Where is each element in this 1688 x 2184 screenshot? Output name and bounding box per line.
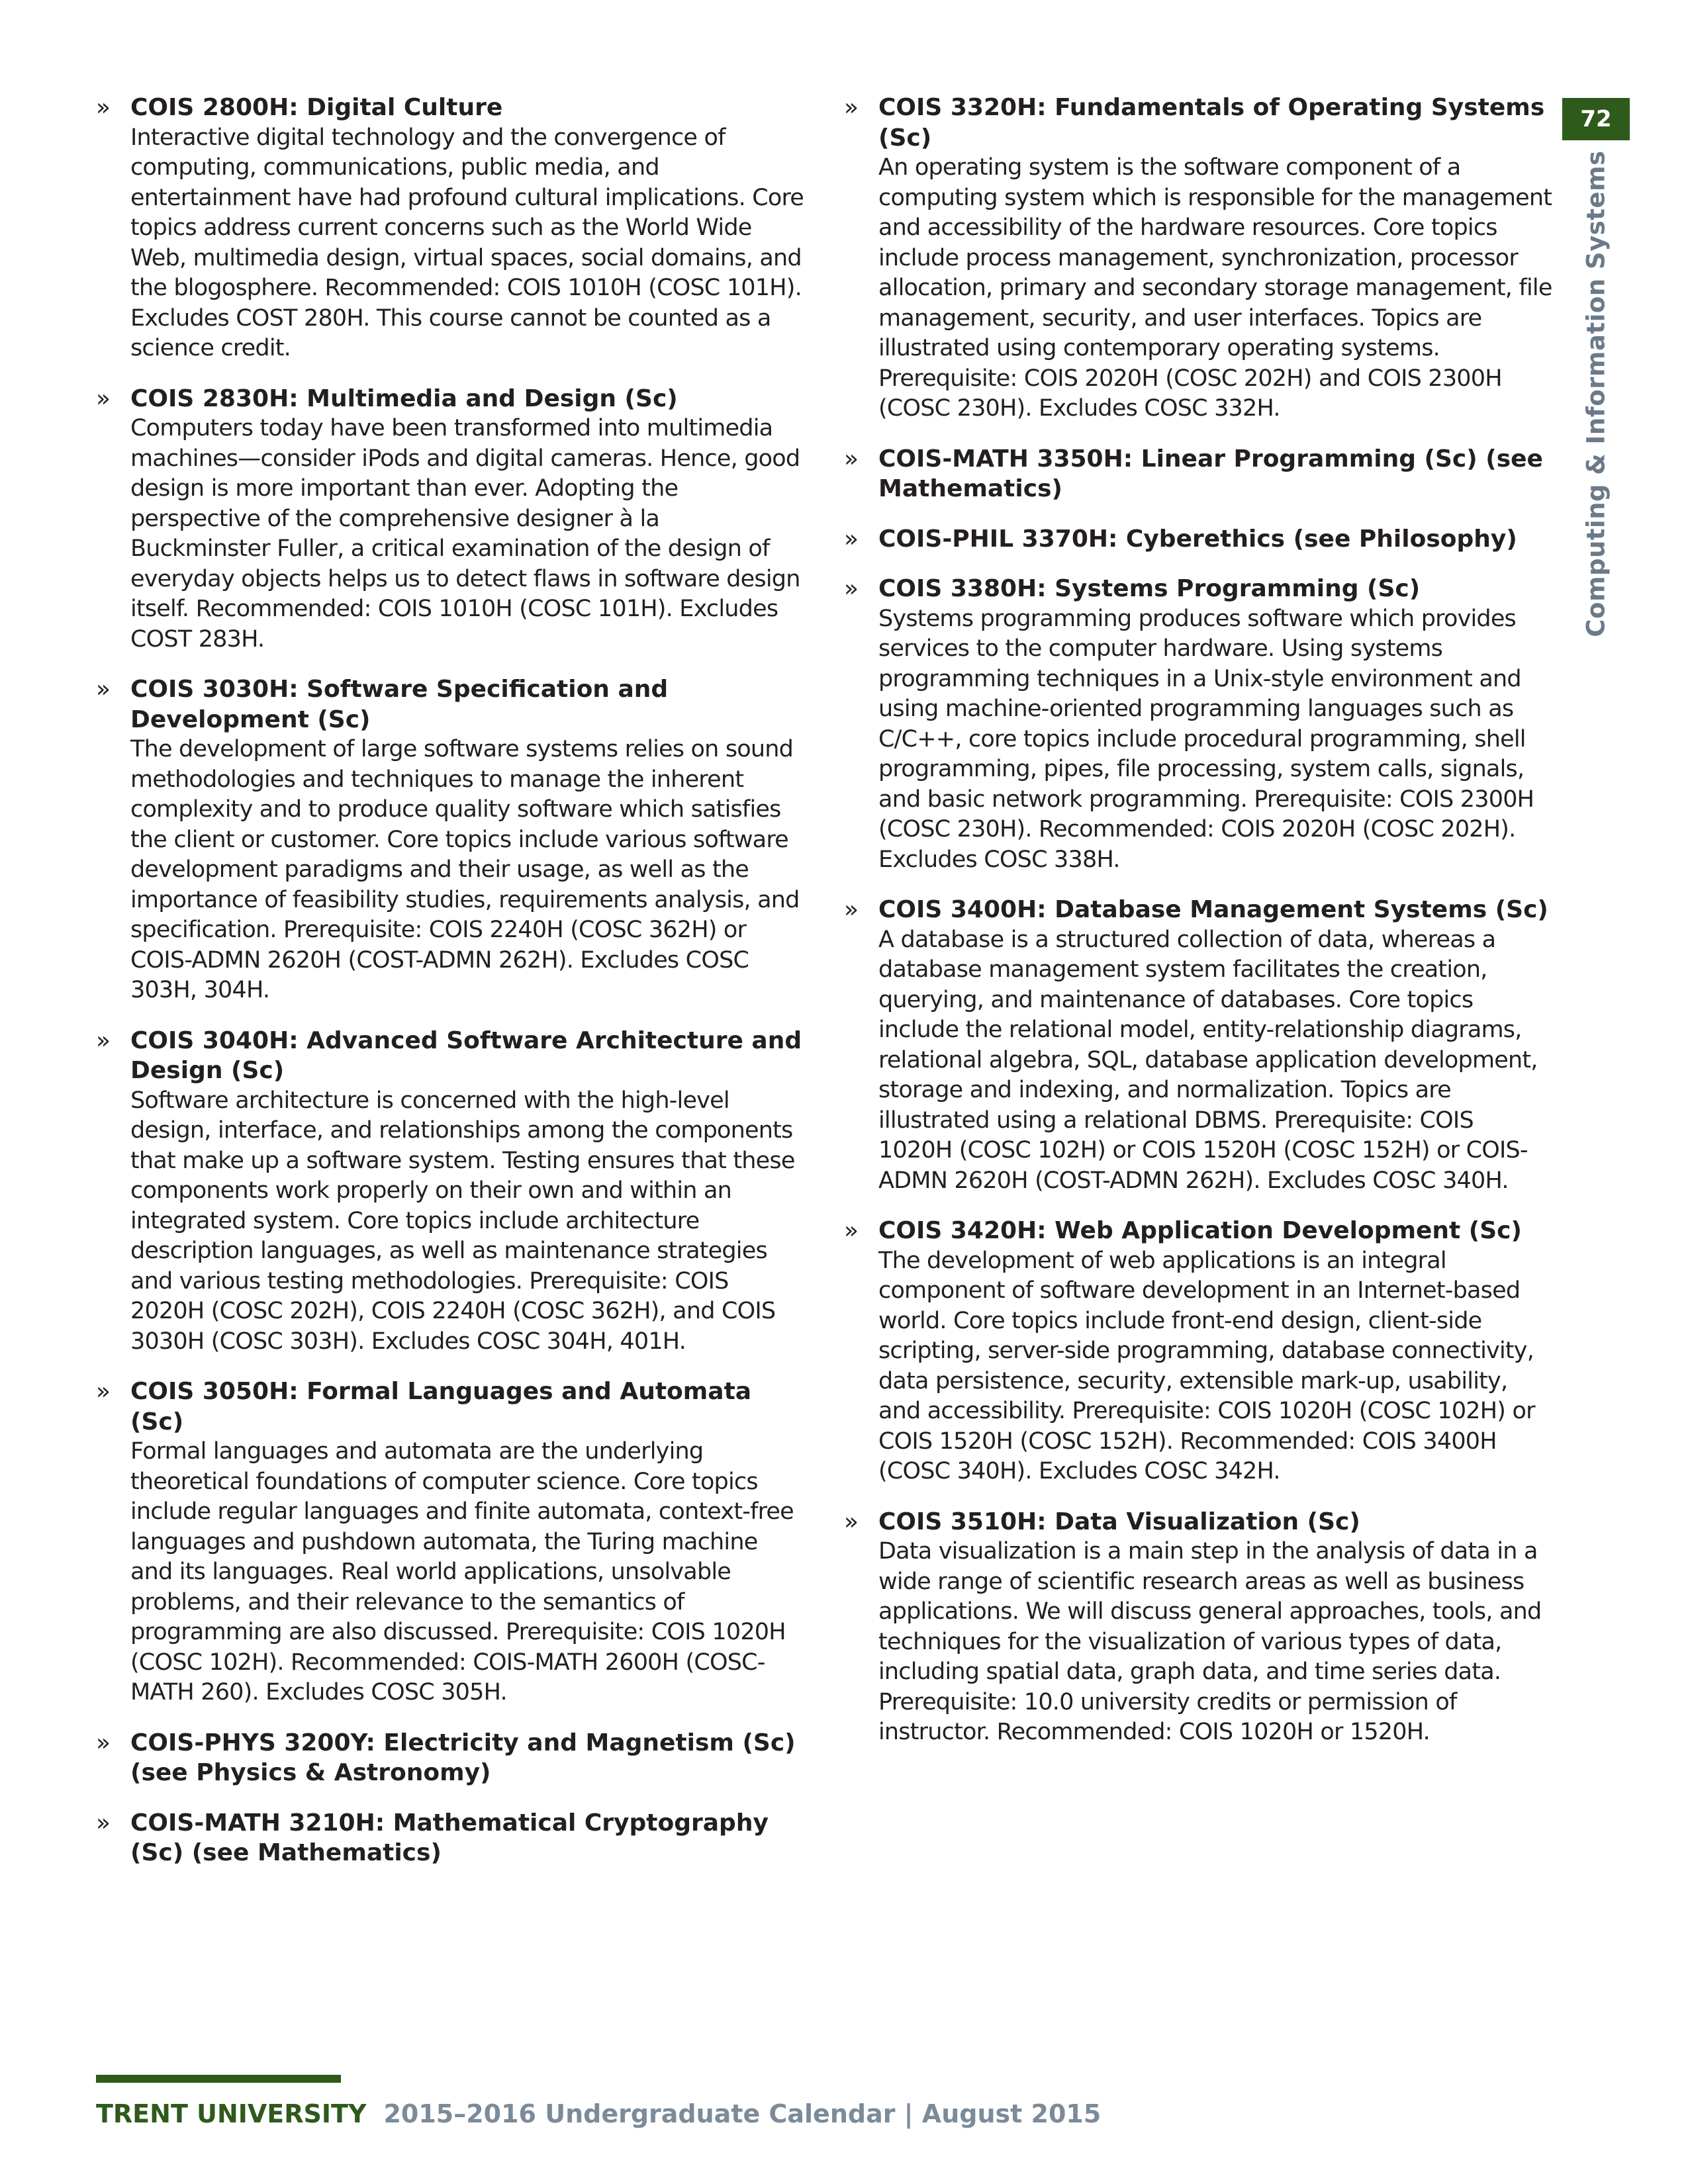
course-description: Formal languages and automata are the underlying theoretical foundations of computer science. Core topics include regular languages and finite automata, context-free languages and pushdown automata, the Turing machine and its languages. Real world applications, unsolvable problems, and their relevance to the semantics of programming are also discussed. Prerequisite: COIS 1020H (COSC 102H). Recommended: COIS-MATH 2600H (COSC-MATH 260). Excludes COSC 305H. (130, 1438, 794, 1706)
course-description: Data visualization is a main step in the analysis of data in a wide range of scientific research areas as well as business applications. We will discuss general approaches, tools, and techniques for the visualization of various types of data, including spatial data, graph data, and time series data. Prerequisite: 10.0 university credits or permission of instructor. Recommended: COIS 1020H or 1520H. (878, 1538, 1542, 1745)
footer-calendar: 2015–2016 Undergraduate Calendar | August 2015 (383, 2099, 1102, 2128)
course-title: COIS-PHYS 3200Y: Electricity and Magnetism (Sc) (see Physics & Astronomy) (130, 1729, 796, 1786)
course-entry (96, 384, 804, 655)
bullet-icon: » (844, 896, 859, 923)
course-description: An operating system is the software component of a computing system which is responsible for the management and accessibility of the hardware resources. Core topics include process management, synchronization, processor allocation, primary and secondary storage management, file management, security, and user interfaces. Topics are illustrated using contemporary operating systems. Prerequisite: COIS 2020H (COSC 202H) and COIS 2300H (COSC 230H). Excludes COSC 332H. (878, 154, 1552, 422)
bullet-icon: » (96, 94, 111, 121)
course-title: COIS 3420H: Web Application Development (Sc) (878, 1217, 1522, 1244)
course-title: COIS-MATH 3350H: Linear Programming (Sc) (see Mathematics) (878, 445, 1543, 502)
course-entry (844, 895, 1552, 1196)
footer-university: TRENT UNIVERSITY (96, 2099, 367, 2128)
bullet-icon: » (96, 385, 111, 412)
footer-rule (96, 2075, 341, 2083)
course-entry (96, 93, 804, 364)
course-description: The development of web applications is an integral component of software development in an Internet-based world. Core topics include front-end design, client-side scripting, server-side programming, database connectivity, data persistence, security, extensible mark-up, usability, and accessibility. Prerequisite: COIS 1020H (COSC 102H) or COIS 1520H (COSC 152H). Recommended: COIS 3400H (COSC 340H). Excludes COSC 342H. (878, 1247, 1535, 1484)
page-number: 72 (1562, 98, 1630, 140)
course-entry (844, 524, 1552, 555)
course-entry (96, 1808, 804, 1868)
bullet-icon: » (96, 1378, 111, 1405)
bullet-icon: » (96, 676, 111, 703)
course-title: COIS 3400H: Database Management Systems (Sc) (878, 896, 1548, 923)
course-title: COIS 3320H: Fundamentals of Operating Systems (Sc) (878, 94, 1545, 152)
bullet-icon: » (844, 525, 859, 553)
left-column (96, 93, 804, 1888)
bullet-icon: » (844, 1217, 859, 1244)
bullet-icon: » (844, 575, 859, 602)
course-title: COIS 3050H: Formal Languages and Automata (Sc) (130, 1378, 752, 1435)
course-entry (844, 574, 1552, 875)
footer (96, 2099, 1101, 2128)
course-title: COIS-MATH 3210H: Mathematical Cryptography (Sc) (see Mathematics) (130, 1809, 769, 1866)
course-title: COIS 2830H: Multimedia and Design (Sc) (130, 385, 678, 412)
bullet-icon: » (844, 94, 859, 121)
course-entry (96, 1728, 804, 1788)
section-label: Computing & Information Systems (1581, 150, 1611, 637)
course-entry (844, 444, 1552, 504)
course-entry (844, 1216, 1552, 1487)
course-description: Software architecture is concerned with the high-level design, interface, and relationships among the components that make up a software system. Testing ensures that these components work properly on their own and within an integrated system. Core topics include architecture description languages, as well as maintenance strategies and various testing methodologies. Prerequisite: COIS 2020H (COSC 202H), COIS 2240H (COSC 362H), and COIS 3030H (COSC 303H). Excludes COSC 304H, 401H. (130, 1087, 795, 1355)
course-description: A database is a structured collection of data, whereas a database management system facilitates the creation, querying, and maintenance of databases. Core topics include the relational model, entity-relationship diagrams, relational algebra, SQL, database application development, storage and indexing, and normalization. Topics are illustrated using a relational DBMS. Prerequisite: COIS 1020H (COSC 102H) or COIS 1520H (COSC 152H) or COIS-ADMN 2620H (COST-ADMN 262H). Excludes COSC 340H. (878, 926, 1538, 1194)
course-title: COIS 2800H: Digital Culture (130, 94, 503, 121)
course-entry (96, 1026, 804, 1357)
bullet-icon: » (96, 1026, 111, 1054)
right-column (844, 93, 1552, 1768)
course-description: Interactive digital technology and the convergence of computing, communications, public media, and entertainment have had profound cultural implications. Core topics address current concerns such as the World Wide Web, multimedia design, virtual spaces, social domains, and the blogosphere. Recommended: COIS 1010H (COSC 101H). Excludes COST 280H. This course cannot be counted as a science credit. (130, 124, 804, 361)
course-description: Systems programming produces software which provides services to the computer hardware. Using systems programming techniques in a Unix-style environment and using machine-oriented programming languages such as C/C++, core topics include procedural programming, shell programming, pipes, file processing, system calls, signals, and basic network programming. Prerequisite: COIS 2300H (COSC 230H). Recommended: COIS 2020H (COSC 202H). Excludes COSC 338H. (878, 605, 1534, 873)
bullet-icon: » (96, 1809, 111, 1837)
bullet-icon: » (96, 1729, 111, 1756)
course-entry (844, 93, 1552, 424)
bullet-icon: » (844, 445, 859, 473)
course-title: COIS 3380H: Systems Programming (Sc) (878, 575, 1421, 602)
course-title: COIS 3510H: Data Visualization (Sc) (878, 1508, 1360, 1535)
course-entry (844, 1507, 1552, 1748)
course-entry (96, 674, 804, 1006)
course-title: COIS 3040H: Advanced Software Architecture and Design (Sc) (130, 1026, 802, 1084)
course-title: COIS 3030H: Software Specification and Development (Sc) (130, 676, 669, 733)
course-entry (96, 1377, 804, 1708)
bullet-icon: » (844, 1508, 859, 1535)
course-title: COIS-PHIL 3370H: Cyberethics (see Philosophy) (878, 525, 1517, 553)
course-description: Computers today have been transformed into multimedia machines—consider iPods and digital cameras. Hence, good design is more important than ever. Adopting the perspective of the comprehensive designer à la Buckminster Fuller, a critical examination of the design of everyday objects helps us to detect flaws in software design itself. Recommended: COIS 1010H (COSC 101H). Excludes COST 283H. (130, 415, 800, 653)
course-description: The development of large software systems relies on sound methodologies and techniques to manage the inherent complexity and to produce quality software which satisfies the client or customer. Core topics include various software development paradigms and their usage, as well as the importance of feasibility studies, requirements analysis, and specification. Prerequisite: COIS 2240H (COSC 362H) or COIS-ADMN 2620H (COST-ADMN 262H). Excludes COSC 303H, 304H. (130, 736, 800, 1003)
